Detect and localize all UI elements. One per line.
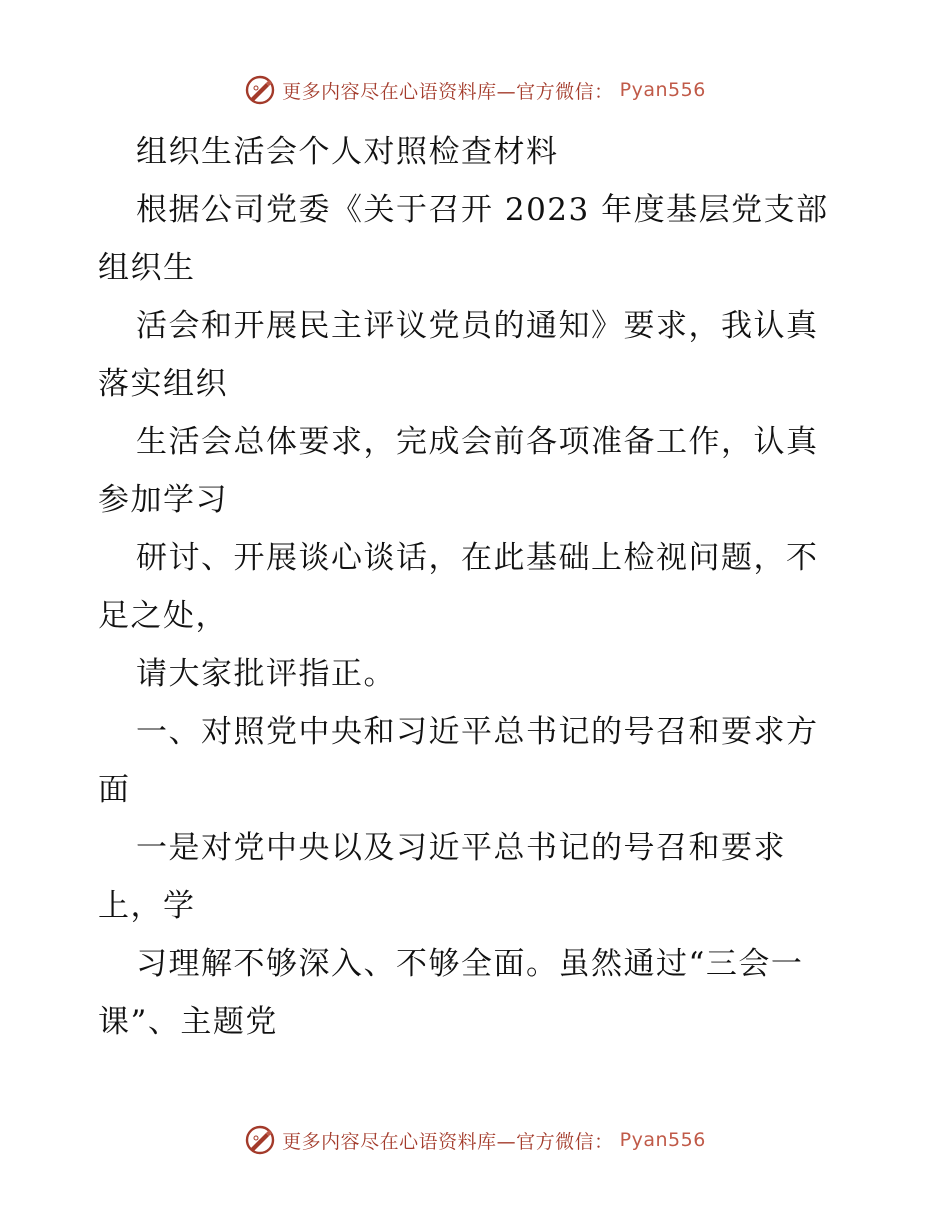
watermark-inner <box>244 74 706 106</box>
document-line: 一是对党中央以及习近平总书记的号召和要求 <box>136 830 786 866</box>
document-line: 上，学 <box>98 888 196 924</box>
document-line: 一、对照党中央和习近平总书记的号召和要求方 <box>136 714 819 750</box>
watermark-text: 更多内容尽在心语资料库—官方微信： <box>282 1130 614 1153</box>
document-line: 组织生活会个人对照检查材料 <box>136 134 559 170</box>
document-line: 生活会总体要求，完成会前各项准备工作，认真 <box>136 424 819 460</box>
document-line: 请大家批评指正。 <box>136 656 396 692</box>
pen-logo-icon <box>244 1124 276 1156</box>
header-watermark <box>0 70 950 110</box>
document-line: 根据公司党委《关于召开 2023 年度基层党支部 <box>136 192 829 228</box>
document-line: 课”、主题党 <box>98 1004 278 1040</box>
watermark-handle: Pyan556 <box>619 79 706 101</box>
document-line: 落实组织 <box>98 366 228 402</box>
document-line: 组织生 <box>98 250 196 286</box>
document-line: 习理解不够深入、不够全面。虽然通过“三会一 <box>136 946 804 982</box>
footer-watermark <box>0 1120 950 1160</box>
document-line: 参加学习 <box>98 482 228 518</box>
document-line: 研讨、开展谈心谈话，在此基础上检视问题，不 <box>136 540 819 576</box>
document-body <box>98 123 858 1051</box>
watermark-text: 更多内容尽在心语资料库—官方微信： <box>282 80 614 103</box>
document-line: 足之处， <box>98 598 228 634</box>
watermark-inner <box>244 1124 706 1156</box>
document-line: 活会和开展民主评议党员的通知》要求，我认真 <box>136 308 819 344</box>
pen-logo-icon <box>244 74 276 106</box>
watermark-handle: Pyan556 <box>619 1129 706 1151</box>
document-line: 面 <box>98 772 131 808</box>
